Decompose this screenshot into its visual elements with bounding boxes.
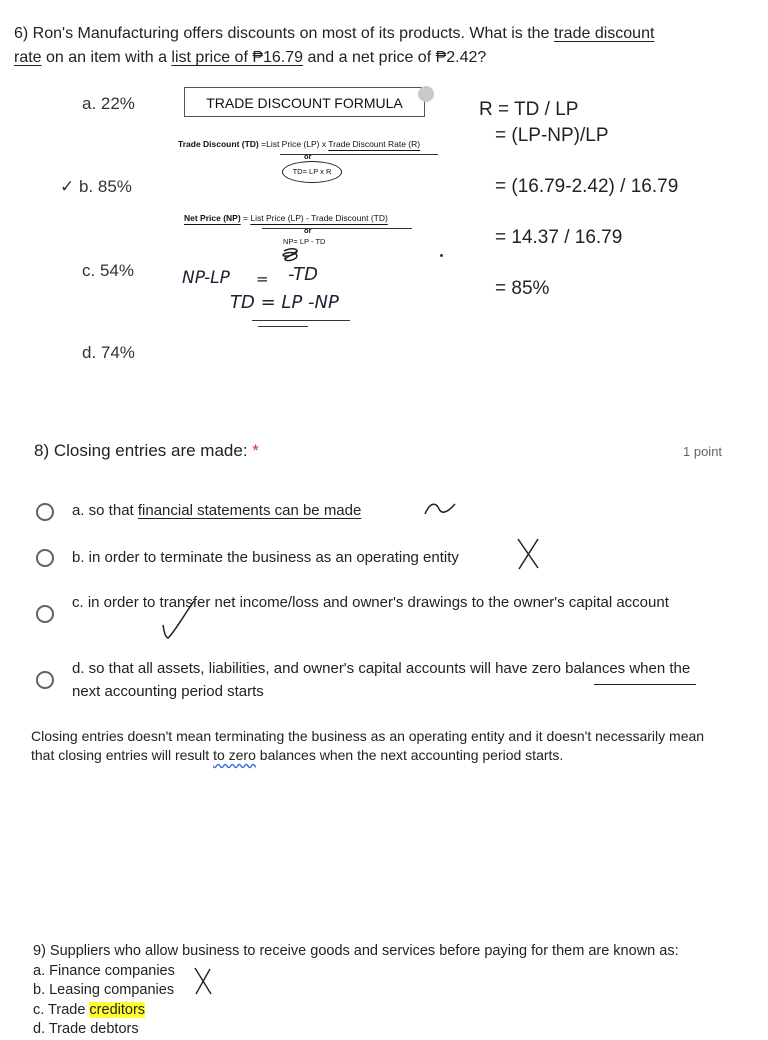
calc-line-2: = (LP-NP)/LP [495, 125, 609, 146]
handwritten-underline-2 [258, 326, 308, 327]
q9-option-c: c. Trade creditors [33, 1001, 146, 1018]
q6-choice-b: ✓ b. 85% [60, 177, 132, 196]
check-mark-icon [158, 597, 198, 643]
scribble-icon [270, 245, 310, 265]
x-mark-icon [514, 536, 542, 572]
np-formula: Net Price (NP) = List Price (LP) - Trade Discount (TD) [184, 213, 388, 223]
option-b-label[interactable]: b. in order to terminate the business as an operating entity [72, 549, 459, 566]
q9-option-d: d. Trade debtors [33, 1021, 139, 1037]
option-a-label[interactable]: a. so that financial statements can be made [72, 502, 362, 519]
highlight-creditors: creditors [89, 1001, 146, 1018]
q9-option-a: a. Finance companies [33, 962, 175, 979]
radio-option-c[interactable] [36, 605, 54, 623]
handwritten-equals: = [256, 270, 269, 288]
zero-balances-underline [594, 684, 696, 685]
handwritten-td-equation: TD = LP -NP [230, 292, 339, 313]
td-short-formula: TD= LP x R [282, 161, 342, 183]
option-d-label[interactable]: d. so that all assets, liabilities, and owner's capital accounts will have zero balances when the next accounting period starts [72, 660, 691, 700]
question-9 [33, 942, 763, 1040]
option-c-label[interactable]: c. in order to transfer net income/loss and owner's drawings to the owner's capital account [72, 594, 669, 611]
np-underline [262, 228, 412, 229]
handwritten-np-lp: NP-LP [182, 268, 230, 288]
required-asterisk: * [252, 441, 259, 460]
calc-line-4: = 14.37 / 16.79 [495, 227, 623, 248]
q6-choice-c: c. 54% [82, 261, 134, 280]
calc-line-3: = (16.79-2.42) / 16.79 [495, 176, 679, 197]
close-icon [418, 86, 434, 102]
question-9-title: 9) Suppliers who allow business to receive goods and services before paying for them are known as: [33, 943, 679, 959]
or-label-2: or [304, 226, 312, 235]
radio-option-d[interactable] [36, 671, 54, 689]
handwritten-neg-td: -TD [288, 264, 319, 285]
or-label-1: or [304, 152, 312, 161]
tilde-mark-icon [422, 500, 458, 518]
q9-option-b: b. Leasing companies [33, 982, 175, 998]
explanation-note: Closing entries doesn't mean terminating the business as an operating entity and it doesn't necessarily mean that closing entries will result to zero balances when the next accounting period starts. [31, 728, 705, 763]
question-8-title: 8) Closing entries are made: * [34, 441, 259, 460]
td-formula: Trade Discount (TD) =List Price (LP) x Trade Discount Rate (R) [178, 139, 421, 149]
np-short-formula: NP= LP - TD [283, 237, 326, 246]
handwritten-underline-1 [252, 320, 350, 321]
radio-option-b[interactable] [36, 549, 54, 567]
calc-line-5: = 85% [495, 278, 550, 299]
q6-choice-a: a. 22% [82, 94, 135, 113]
calc-line-1: R = TD / LP [479, 99, 579, 120]
question-6-text: 6) Ron's Manufacturing offers discounts on most of its products. What is the trade discount rate on an item with a list price of ₱16.79 and a net price of ₱2.42? [14, 25, 655, 66]
dot-mark [440, 254, 443, 257]
points-label: 1 point [683, 444, 723, 459]
formula-box-title: TRADE DISCOUNT FORMULA [184, 87, 425, 117]
x-mark-icon [192, 965, 214, 997]
radio-option-a[interactable] [36, 503, 54, 521]
q6-choice-d: d. 74% [82, 343, 135, 362]
